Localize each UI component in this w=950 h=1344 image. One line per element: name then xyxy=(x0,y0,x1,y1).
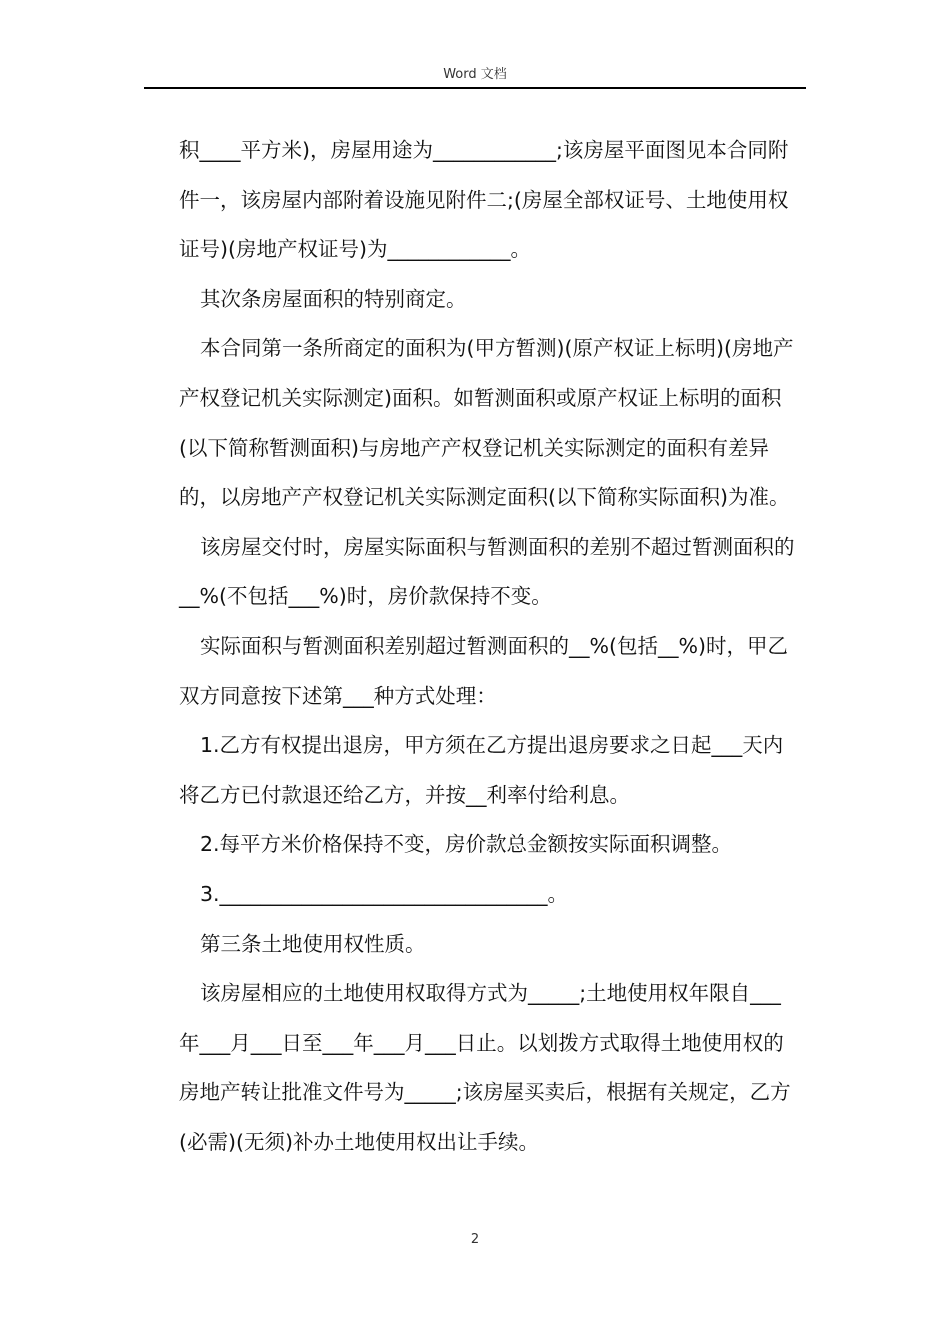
paragraph-property-details: 积____平方米)，房屋用途为____________;该房屋平面图见本合同附件一，该房屋内部附着设施见附件二;(房屋全部权证号、土地使用权证号)(房地产权证号)为____________。 xyxy=(179,138,789,262)
paragraph-land-use-rights: 该房屋相应的土地使用权取得方式为_____;土地使用权年限自___年___月___日至___年___月___日止。以划拨方式取得土地使用权的房地产转让批准文件号为_____;该房屋买卖后，根据有关规定，乙方(必需)(无须)补办土地使用权出让手续。 xyxy=(179,981,791,1154)
page-number: 2 xyxy=(470,1232,480,1247)
paragraph-article-3-heading: 第三条土地使用权性质。 xyxy=(200,931,426,956)
paragraph-area-excess: 实际面积与暂测面积差别超过暂测面积的__%(包括__%)时，甲乙双方同意按下述第___种方式处理： xyxy=(179,633,788,708)
list-item-option-1: 1.乙方有权提出退房，甲方须在乙方提出退房要求之日起___天内将乙方已付款退还给乙方，并按__利率付给利息。 xyxy=(179,733,784,807)
list-item-option-3: 3.________________________________。 xyxy=(200,881,569,906)
list-item-option-2: 2.每平方米价格保持不变，房价款总金额按实际面积调整。 xyxy=(200,832,733,857)
page-header: Word 文档 xyxy=(443,67,507,82)
paragraph-article-2-heading: 其次条房屋面积的特别商定。 xyxy=(200,286,467,311)
paragraph-area-tolerance: 该房屋交付时，房屋实际面积与暂测面积的差别不超过暂测面积的__%(不包括___%)时，房价款保持不变。 xyxy=(179,534,795,609)
document-body xyxy=(179,126,801,1167)
paragraph-area-definition: 本合同第一条所商定的面积为(甲方暂测)(原产权证上标明)(房地产产权登记机关实际测定)面积。如暂测面积或原产权证上标明的面积(以下简称暂测面积)与房地产产权登记机关实际测定的面积有差异的，以房地产产权登记机关实际测定面积(以下简称实际面积)为准。 xyxy=(179,336,794,510)
header-divider xyxy=(144,87,806,89)
